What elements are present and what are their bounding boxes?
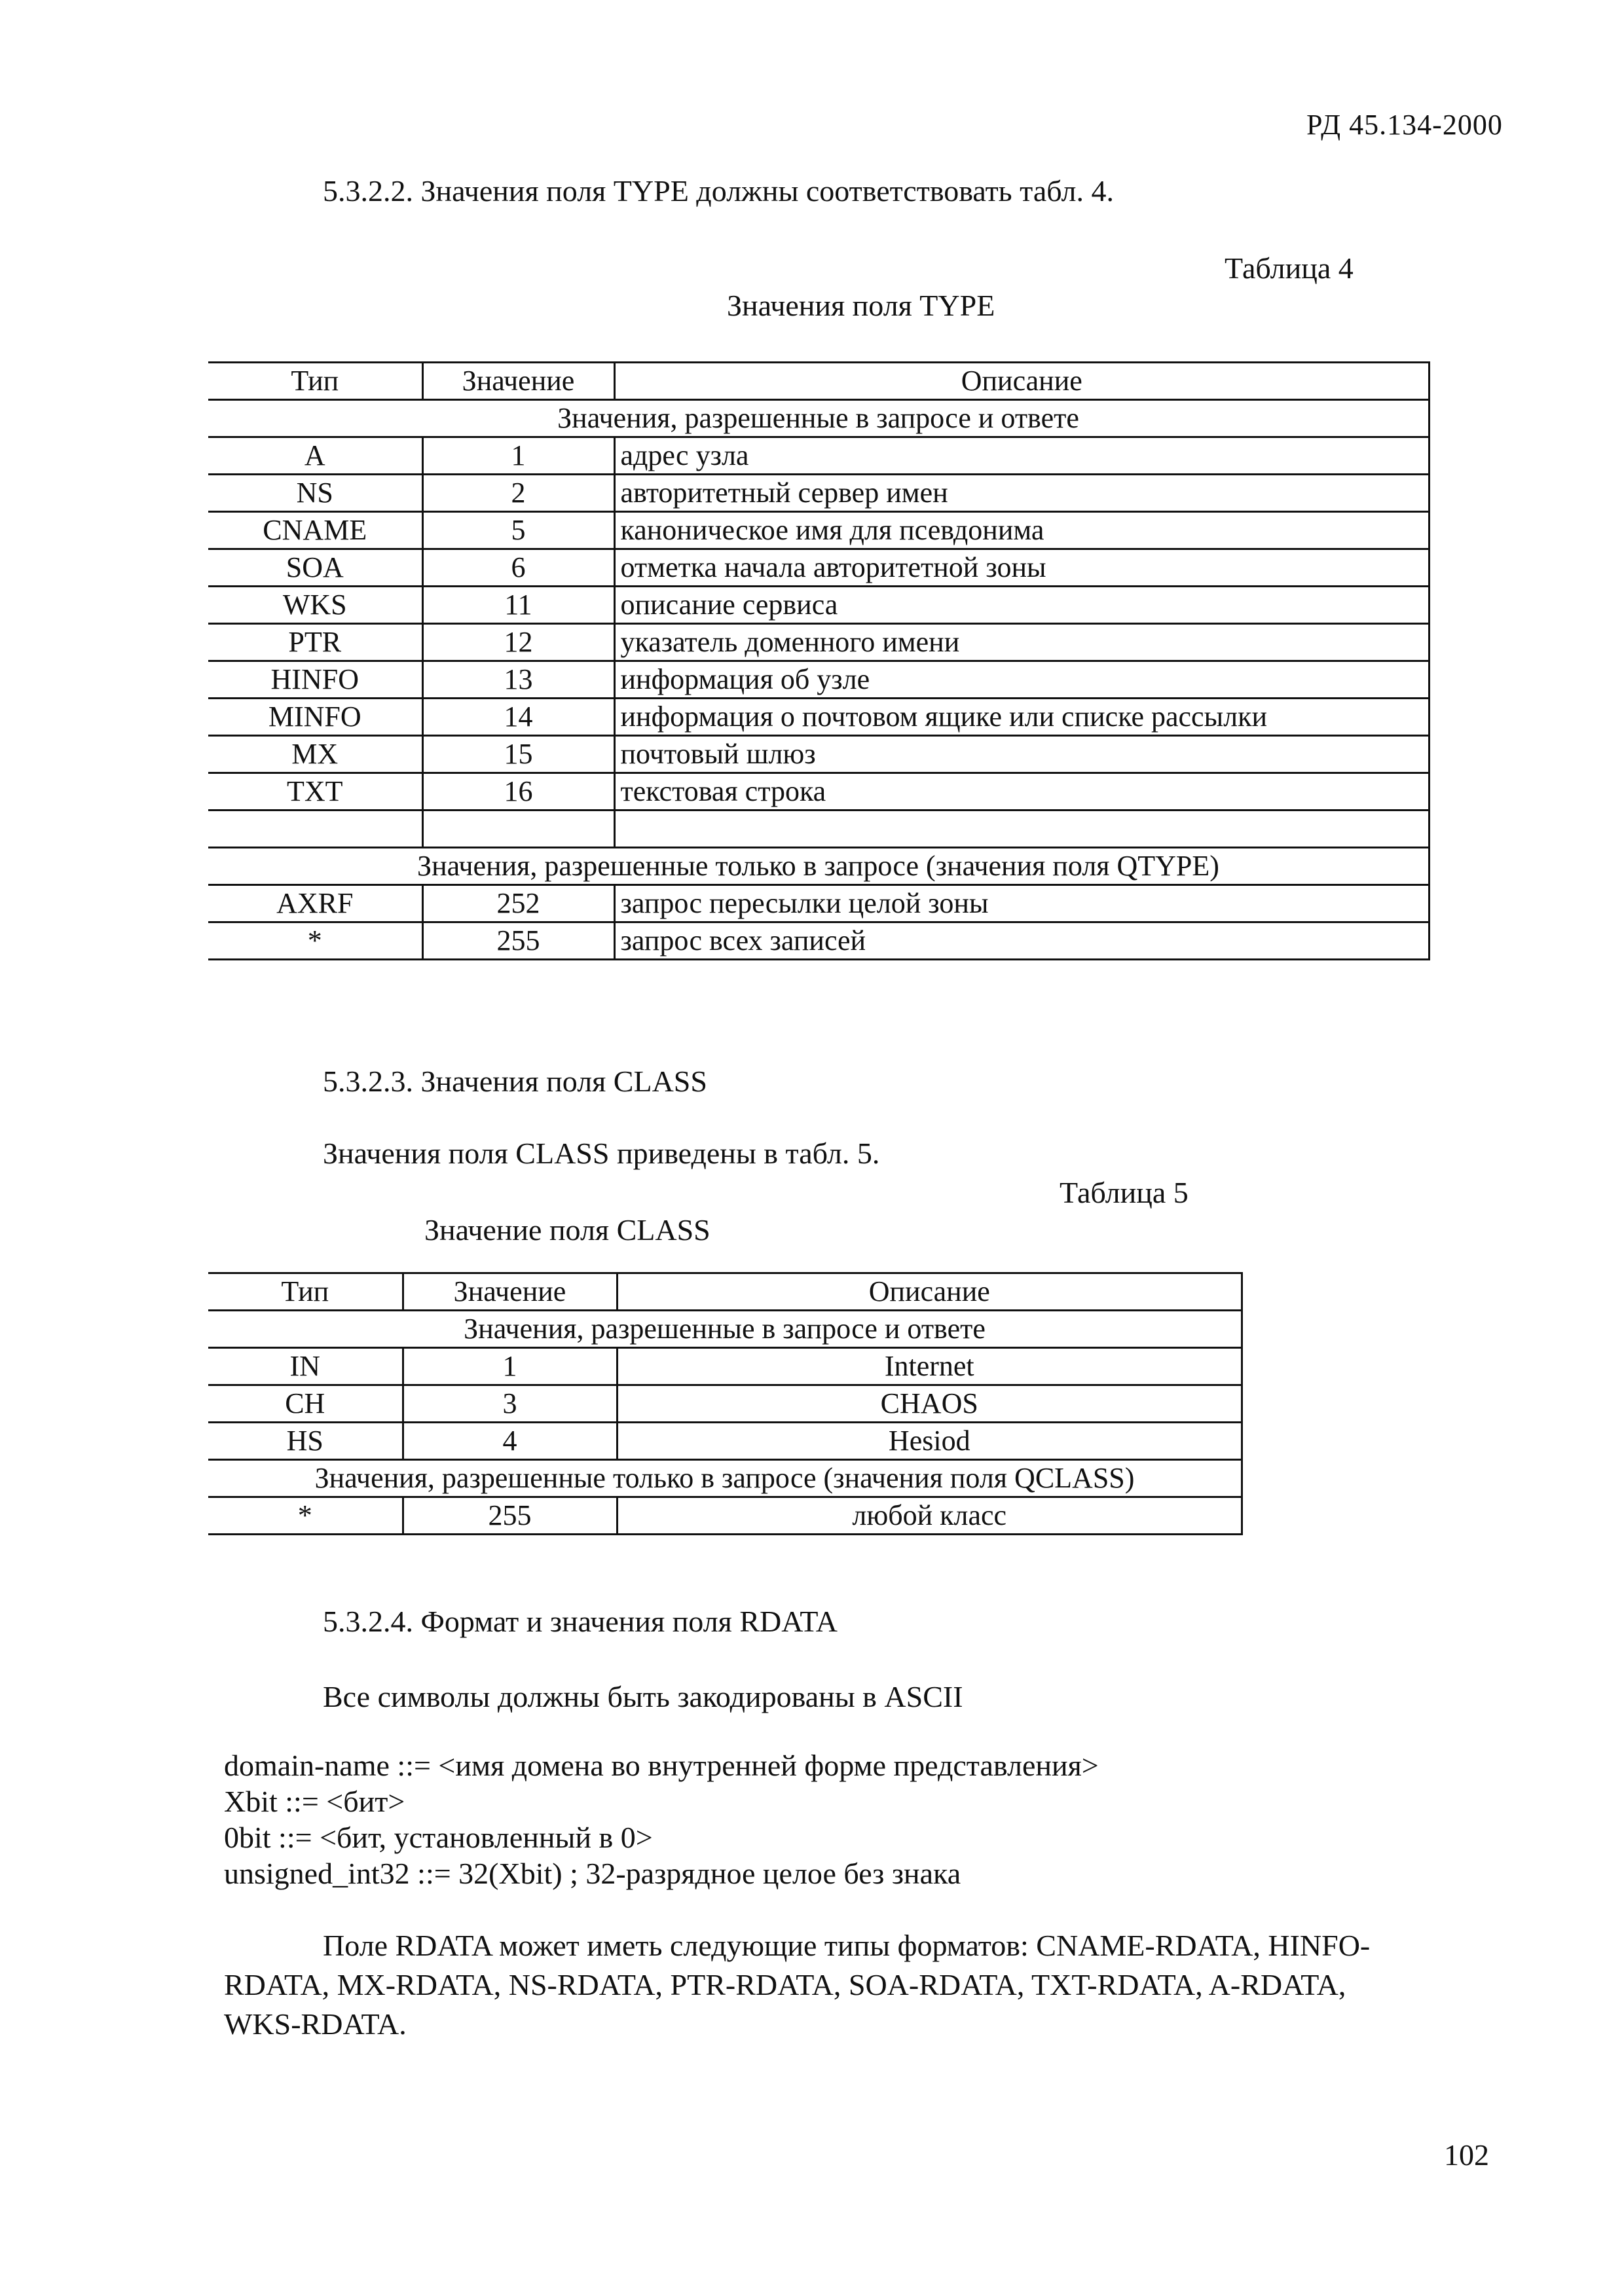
table4-type-cell: NS [208,475,422,512]
table5-row [208,1348,1242,1385]
table4-type-cell: MX [208,736,422,773]
table5-type-cell: IN [208,1348,403,1385]
page-number: 102 [1444,2138,1489,2172]
table4-value-cell: 14 [422,699,614,736]
table5-description-cell: Internet [617,1348,1242,1385]
table4-type-cell: A [208,437,422,475]
table5-value-cell: 4 [403,1423,617,1460]
table4-description-cell: отметка начала авторитетной зоны [614,549,1430,587]
table5-col-type: Тип [208,1273,403,1311]
table4-description-cell: адрес узла [614,437,1430,475]
table5-col-description: Описание [617,1273,1242,1311]
definition-0bit: 0bit ::= <бит, установленный в 0> [224,1821,653,1854]
table5-group-query-only: Значения, разрешенные только в запросе (значения поля QCLASS) [208,1460,1242,1497]
table5-description-cell: CHAOS [617,1385,1242,1423]
section-5-3-2-4-text: Все символы должны быть закодированы в ASCII [323,1680,963,1713]
rdata-formats-line-2: RDATA, MX-RDATA, NS-RDATA, PTR-RDATA, SOA-RDATA, TXT-RDATA, A-RDATA, [224,1968,1346,2001]
table4-group-allowed-request-response: Значения, разрешенные в запросе и ответе [208,400,1430,437]
table4-row [208,624,1430,661]
table4-type-cell: PTR [208,624,422,661]
table4-row [208,475,1430,512]
table4-col-type: Тип [208,363,422,400]
section-5-3-2-4-heading: 5.3.2.4. Формат и значения поля RDATA [323,1605,838,1638]
table4-value-cell: 16 [422,773,614,811]
table4-group-query-only: Значения, разрешенные только в запросе (значения поля QTYPE) [208,848,1430,885]
table5-group-row [208,1311,1242,1348]
table4-row [208,661,1430,699]
table4-col-description: Описание [614,363,1430,400]
section-5-3-2-3-text: Значения поля CLASS приведены в табл. 5. [323,1137,880,1170]
table4-description-cell: информация о почтовом ящике или списке рассылки [614,699,1430,736]
table4-row [208,549,1430,587]
rdata-formats-line-1: Поле RDATA может иметь следующие типы форматов: CNAME-RDATA, HINFO- [323,1929,1371,1962]
table5-row [208,1385,1242,1423]
table4-value-cell: 6 [422,549,614,587]
table4-type-cell: SOA [208,549,422,587]
table4-type-cell: MINFO [208,699,422,736]
table4-value-cell: 5 [422,512,614,549]
table5-title: Значение поля CLASS [424,1213,710,1247]
document-code: РД 45.134-2000 [1306,109,1503,141]
table4-value-cell: 12 [422,624,614,661]
table4-header-row [208,363,1430,400]
table4-value-cell: 11 [422,587,614,624]
table4-row [208,922,1430,960]
table5-value-cell: 255 [403,1497,617,1535]
table4-type-cell: TXT [208,773,422,811]
table4-description-cell [614,811,1430,848]
table4-value-cell [422,811,614,848]
table4 [208,361,1430,960]
table4-value-cell: 252 [422,885,614,922]
table5-type-cell: HS [208,1423,403,1460]
definition-unsigned-int32: unsigned_int32 ::= 32(Xbit) ; 32-разрядное целое без знака [224,1857,961,1890]
table4-row [208,736,1430,773]
rdata-formats-line-3: WKS-RDATA. [224,2007,407,2041]
table5-row [208,1497,1242,1535]
table4-row [208,587,1430,624]
table5-group-row [208,1460,1242,1497]
table4-description-cell: почтовый шлюз [614,736,1430,773]
table5-header-row [208,1273,1242,1311]
table4-value-cell: 13 [422,661,614,699]
table4-group-row [208,400,1430,437]
table5-description-cell: любой класс [617,1497,1242,1535]
table5-value-cell: 3 [403,1385,617,1423]
table4-description-cell: авторитетный сервер имен [614,475,1430,512]
table4-description-cell: запрос всех записей [614,922,1430,960]
table4-row [208,811,1430,848]
definition-domain-name: domain-name ::= <имя домена во внутренней форме представления> [224,1749,1099,1782]
table4-value-cell: 255 [422,922,614,960]
table4-description-cell: информация об узле [614,661,1430,699]
table4-row [208,512,1430,549]
table4-description-cell: указатель доменного имени [614,624,1430,661]
table4-label: Таблица 4 [1225,251,1354,285]
table4-value-cell: 15 [422,736,614,773]
table4-value-cell: 1 [422,437,614,475]
table4-row [208,885,1430,922]
table4-type-cell [208,811,422,848]
table4-group-row [208,848,1430,885]
table4-title: Значения поля TYPE [727,289,995,322]
table4-row [208,699,1430,736]
table4-description-cell: описание сервиса [614,587,1430,624]
table4-row [208,437,1430,475]
table4-type-cell: HINFO [208,661,422,699]
table4-type-cell: AXRF [208,885,422,922]
table5 [208,1272,1243,1535]
table5-description-cell: Hesiod [617,1423,1242,1460]
table4-type-cell: CNAME [208,512,422,549]
table4-row [208,773,1430,811]
table4-value-cell: 2 [422,475,614,512]
definition-xbit: Xbit ::= <бит> [224,1785,405,1818]
table5-value-cell: 1 [403,1348,617,1385]
table5-group-allowed-request-response: Значения, разрешенные в запросе и ответе [208,1311,1242,1348]
table4-col-value: Значение [422,363,614,400]
table5-label: Таблица 5 [1060,1176,1189,1209]
table4-type-cell: WKS [208,587,422,624]
table5-col-value: Значение [403,1273,617,1311]
table4-type-cell: * [208,922,422,960]
table5-type-cell: * [208,1497,403,1535]
table4-description-cell: запрос пересылки целой зоны [614,885,1430,922]
table5-row [208,1423,1242,1460]
table4-description-cell: каноническое имя для псевдонима [614,512,1430,549]
table5-type-cell: CH [208,1385,403,1423]
section-5-3-2-2-text: 5.3.2.2. Значения поля TYPE должны соответствовать табл. 4. [323,174,1114,208]
table4-description-cell: текстовая строка [614,773,1430,811]
section-5-3-2-3-heading: 5.3.2.3. Значения поля CLASS [323,1065,707,1098]
